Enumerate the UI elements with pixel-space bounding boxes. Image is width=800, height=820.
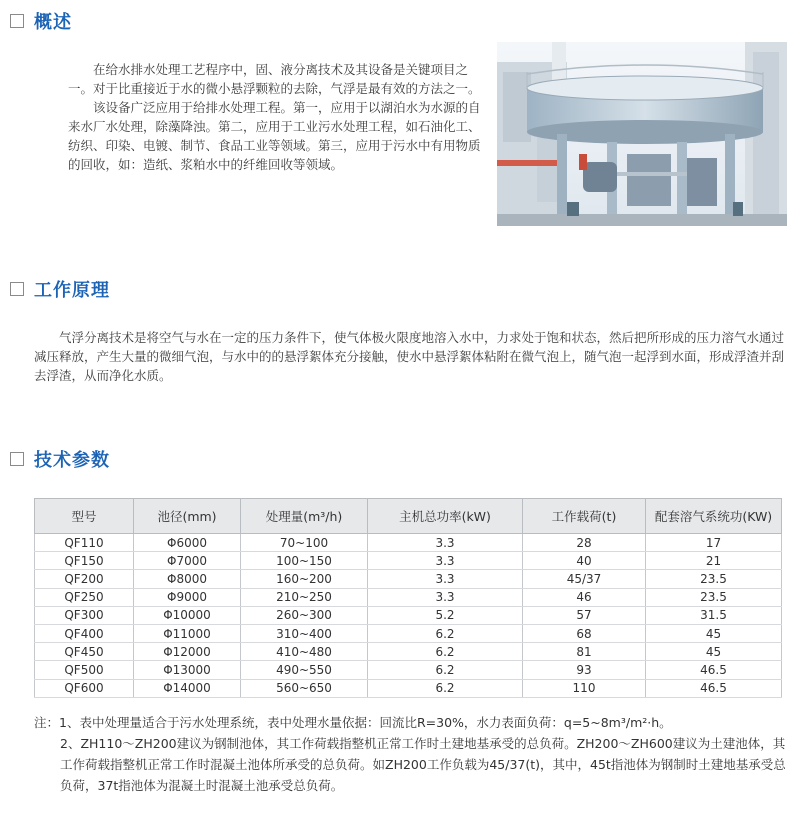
principle-title: 工作原理: [34, 280, 110, 301]
cell-air-system: 46.5: [646, 661, 782, 679]
specs-heading: [10, 446, 110, 472]
cell-model: QF250: [35, 588, 134, 606]
header-capacity: 处理量(m³/h): [241, 499, 368, 534]
cell-diameter: Φ9000: [134, 588, 241, 606]
note-1: 注：1、表中处理量适合于污水处理系统，表中处理水量依据：回流比R=30%，水力表面负荷：q=5~8m³/m²·h。: [34, 715, 672, 730]
cell-model: QF500: [35, 661, 134, 679]
table-notes: [34, 712, 786, 796]
table-row: [35, 661, 782, 679]
overview-paragraph-1: 在给水排水处理工艺程序中，固、液分离技术及其设备是关键项目之一。对于比重接近于水的微小悬浮颗粒的去除，气浮是最有效的方法之一。: [68, 62, 481, 96]
cell-diameter: Φ7000: [134, 552, 241, 570]
cell-load: 28: [523, 534, 646, 552]
principle-text: [34, 328, 786, 385]
cell-capacity: 160~200: [241, 570, 368, 588]
specs-title: 技术参数: [34, 450, 110, 471]
cell-diameter: Φ10000: [134, 606, 241, 624]
cell-load: 40: [523, 552, 646, 570]
cell-power: 3.3: [368, 534, 523, 552]
cell-air-system: 21: [646, 552, 782, 570]
cell-load: 46: [523, 588, 646, 606]
header-model: 型号: [35, 499, 134, 534]
table-row: [35, 534, 782, 552]
cell-power: 3.3: [368, 588, 523, 606]
cell-load: 110: [523, 679, 646, 697]
cell-air-system: 23.5: [646, 570, 782, 588]
note-2: 2、ZH110～ZH200建议为钢制池体，其工作荷载指整机正常工作时土建地基承受的总负荷。ZH200～ZH600建议为土建池体，其工作荷载指整机正常工作时混凝土池体所承受的总负荷。如ZH200工作负载为45/37(t)，其中，45t指池体为钢制时土建地基承受总负荷，37t指池体为混凝土时混凝土池承受总负荷。: [60, 736, 786, 793]
table-row: [35, 606, 782, 624]
table-row: [35, 679, 782, 697]
checkbox-square-icon: [10, 452, 24, 466]
cell-model: QF200: [35, 570, 134, 588]
cell-load: 81: [523, 643, 646, 661]
table-row: [35, 570, 782, 588]
overview-title: 概述: [34, 12, 72, 33]
cell-capacity: 310~400: [241, 624, 368, 642]
flotation-equipment-photo: [497, 42, 787, 226]
cell-diameter: Φ11000: [134, 624, 241, 642]
cell-load: 93: [523, 661, 646, 679]
cell-capacity: 260~300: [241, 606, 368, 624]
cell-air-system: 45: [646, 643, 782, 661]
cell-model: QF300: [35, 606, 134, 624]
cell-air-system: 23.5: [646, 588, 782, 606]
cell-capacity: 70~100: [241, 534, 368, 552]
cell-model: QF450: [35, 643, 134, 661]
table-row: [35, 552, 782, 570]
cell-capacity: 490~550: [241, 661, 368, 679]
table-row: [35, 643, 782, 661]
checkbox-square-icon: [10, 14, 24, 28]
principle-paragraph: 气浮分离技术是将空气与水在一定的压力条件下，使气体极火限度地溶入水中，力求处于饱和状态，然后把所形成的压力溶气水通过减压释放，产生大量的微细气泡，与水中的的悬浮絮体充分接触，使水中悬浮絮体粘附在微气泡上，随气泡一起浮到水面，形成浮渣并刮去浮渣，从而净化水质。: [34, 330, 785, 383]
specs-table: [34, 498, 782, 698]
principle-heading: [10, 276, 110, 302]
cell-load: 57: [523, 606, 646, 624]
cell-diameter: Φ6000: [134, 534, 241, 552]
cell-model: QF600: [35, 679, 134, 697]
cell-power: 6.2: [368, 643, 523, 661]
cell-air-system: 45: [646, 624, 782, 642]
overview-heading: [10, 8, 72, 34]
cell-diameter: Φ13000: [134, 661, 241, 679]
cell-capacity: 560~650: [241, 679, 368, 697]
checkbox-square-icon: [10, 282, 24, 296]
cell-air-system: 46.5: [646, 679, 782, 697]
cell-air-system: 17: [646, 534, 782, 552]
overview-text: [68, 60, 484, 174]
cell-capacity: 210~250: [241, 588, 368, 606]
cell-load: 45/37: [523, 570, 646, 588]
cell-capacity: 410~480: [241, 643, 368, 661]
cell-model: QF150: [35, 552, 134, 570]
cell-power: 3.3: [368, 570, 523, 588]
header-load: 工作载荷(t): [523, 499, 646, 534]
cell-power: 6.2: [368, 624, 523, 642]
cell-model: QF400: [35, 624, 134, 642]
cell-model: QF110: [35, 534, 134, 552]
table-header-row: [35, 499, 782, 534]
cell-diameter: Φ12000: [134, 643, 241, 661]
cell-capacity: 100~150: [241, 552, 368, 570]
table-row: [35, 588, 782, 606]
header-power: 主机总功率(kW): [368, 499, 523, 534]
table-row: [35, 624, 782, 642]
cell-air-system: 31.5: [646, 606, 782, 624]
header-diameter: 池径(mm): [134, 499, 241, 534]
cell-power: 6.2: [368, 679, 523, 697]
header-air-system: 配套溶气系统功(KW): [646, 499, 782, 534]
cell-diameter: Φ14000: [134, 679, 241, 697]
cell-load: 68: [523, 624, 646, 642]
cell-diameter: Φ8000: [134, 570, 241, 588]
cell-power: 5.2: [368, 606, 523, 624]
cell-power: 3.3: [368, 552, 523, 570]
cell-power: 6.2: [368, 661, 523, 679]
overview-paragraph-2: 该设备广泛应用于给排水处理工程。第一，应用于以湖泊水为水源的自来水厂水处理，除藻降浊。第二，应用于工业污水处理工程，如石油化工、纺织、印染、电镀、制节、食品工业等领域。第三，应用于污水中有用物质的回收，如：造纸、浆粕水中的纤维回收等领域。: [68, 100, 481, 172]
